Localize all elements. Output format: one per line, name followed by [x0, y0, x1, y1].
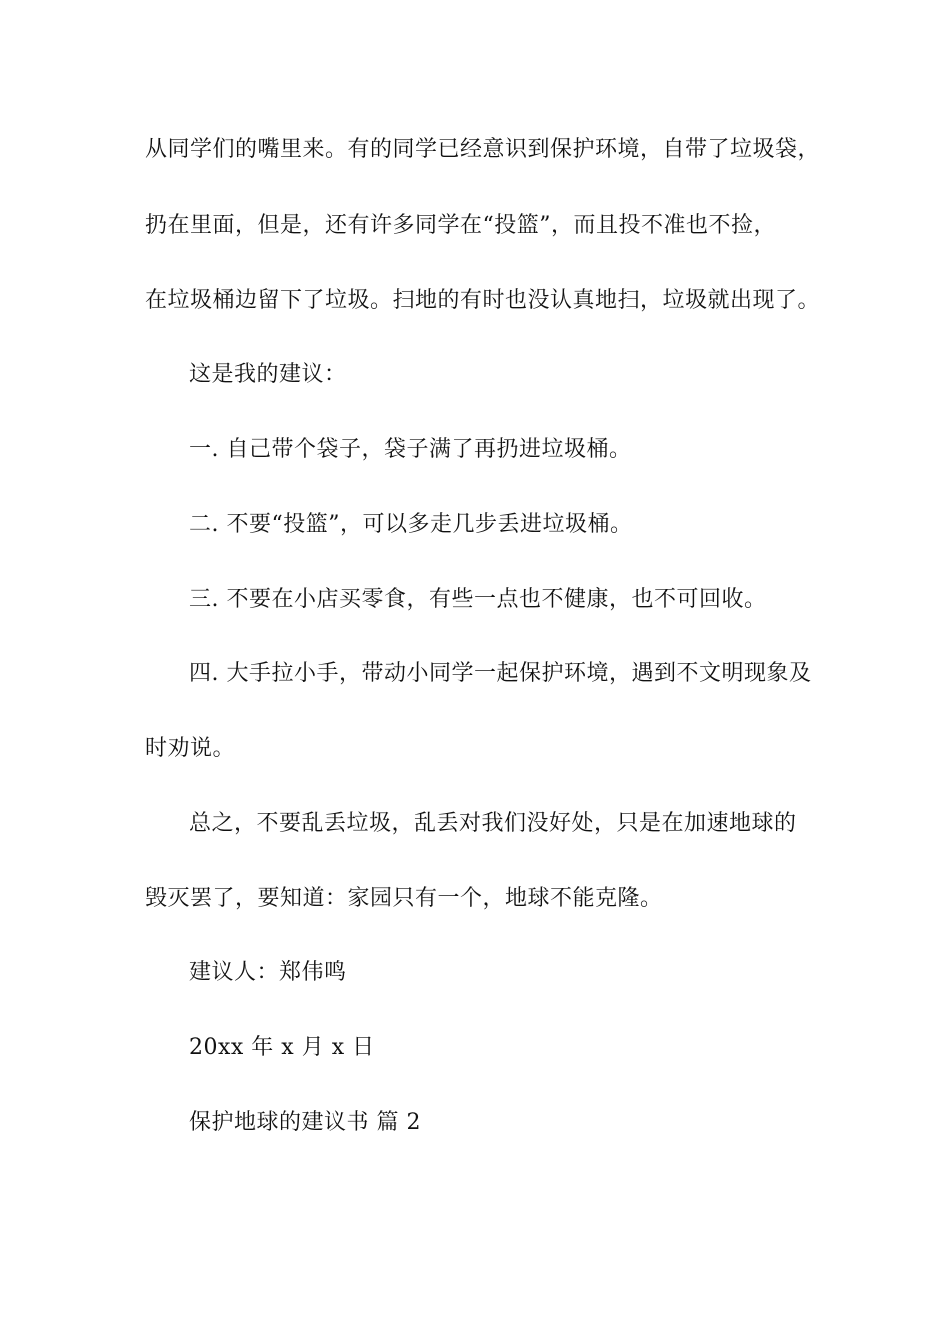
conclusion-line-1: 总之，不要乱丢垃圾，乱丢对我们没好处，只是在加速地球的: [189, 811, 797, 836]
date: 20xx 年 x 月 x 日: [189, 1035, 375, 1060]
conclusion-line-2: 毁灭罢了，要知道：家园只有一个，地球不能克隆。: [145, 886, 663, 911]
paragraph-line-2: 扔在里面，但是，还有许多同学在“投篮”，而且投不准也不捡，: [145, 213, 776, 238]
signatory: 建议人：郑伟鸣: [189, 960, 347, 985]
suggestion-4-continued: 时劝说。: [145, 736, 236, 761]
suggestion-intro: 这是我的建议：: [189, 362, 347, 387]
suggestion-2: 二. 不要“投篮”，可以多走几步丢进垃圾桶。: [189, 512, 633, 537]
section-title: 保护地球的建议书 篇 2: [189, 1110, 421, 1135]
suggestion-1: 一. 自己带个袋子，袋子满了再扔进垃圾桶。: [189, 437, 632, 462]
suggestion-3: 三. 不要在小店买零食，有些一点也不健康，也不可回收。: [189, 587, 767, 612]
suggestion-4: 四. 大手拉小手，带动小同学一起保护环境，遇到不文明现象及: [189, 661, 812, 686]
paragraph-line-1: 从同学们的嘴里来。有的同学已经意识到保护环境，自带了垃圾袋，: [145, 137, 821, 162]
paragraph-line-3: 在垃圾桶边留下了垃圾。扫地的有时也没认真地扫，垃圾就出现了。: [145, 288, 821, 313]
